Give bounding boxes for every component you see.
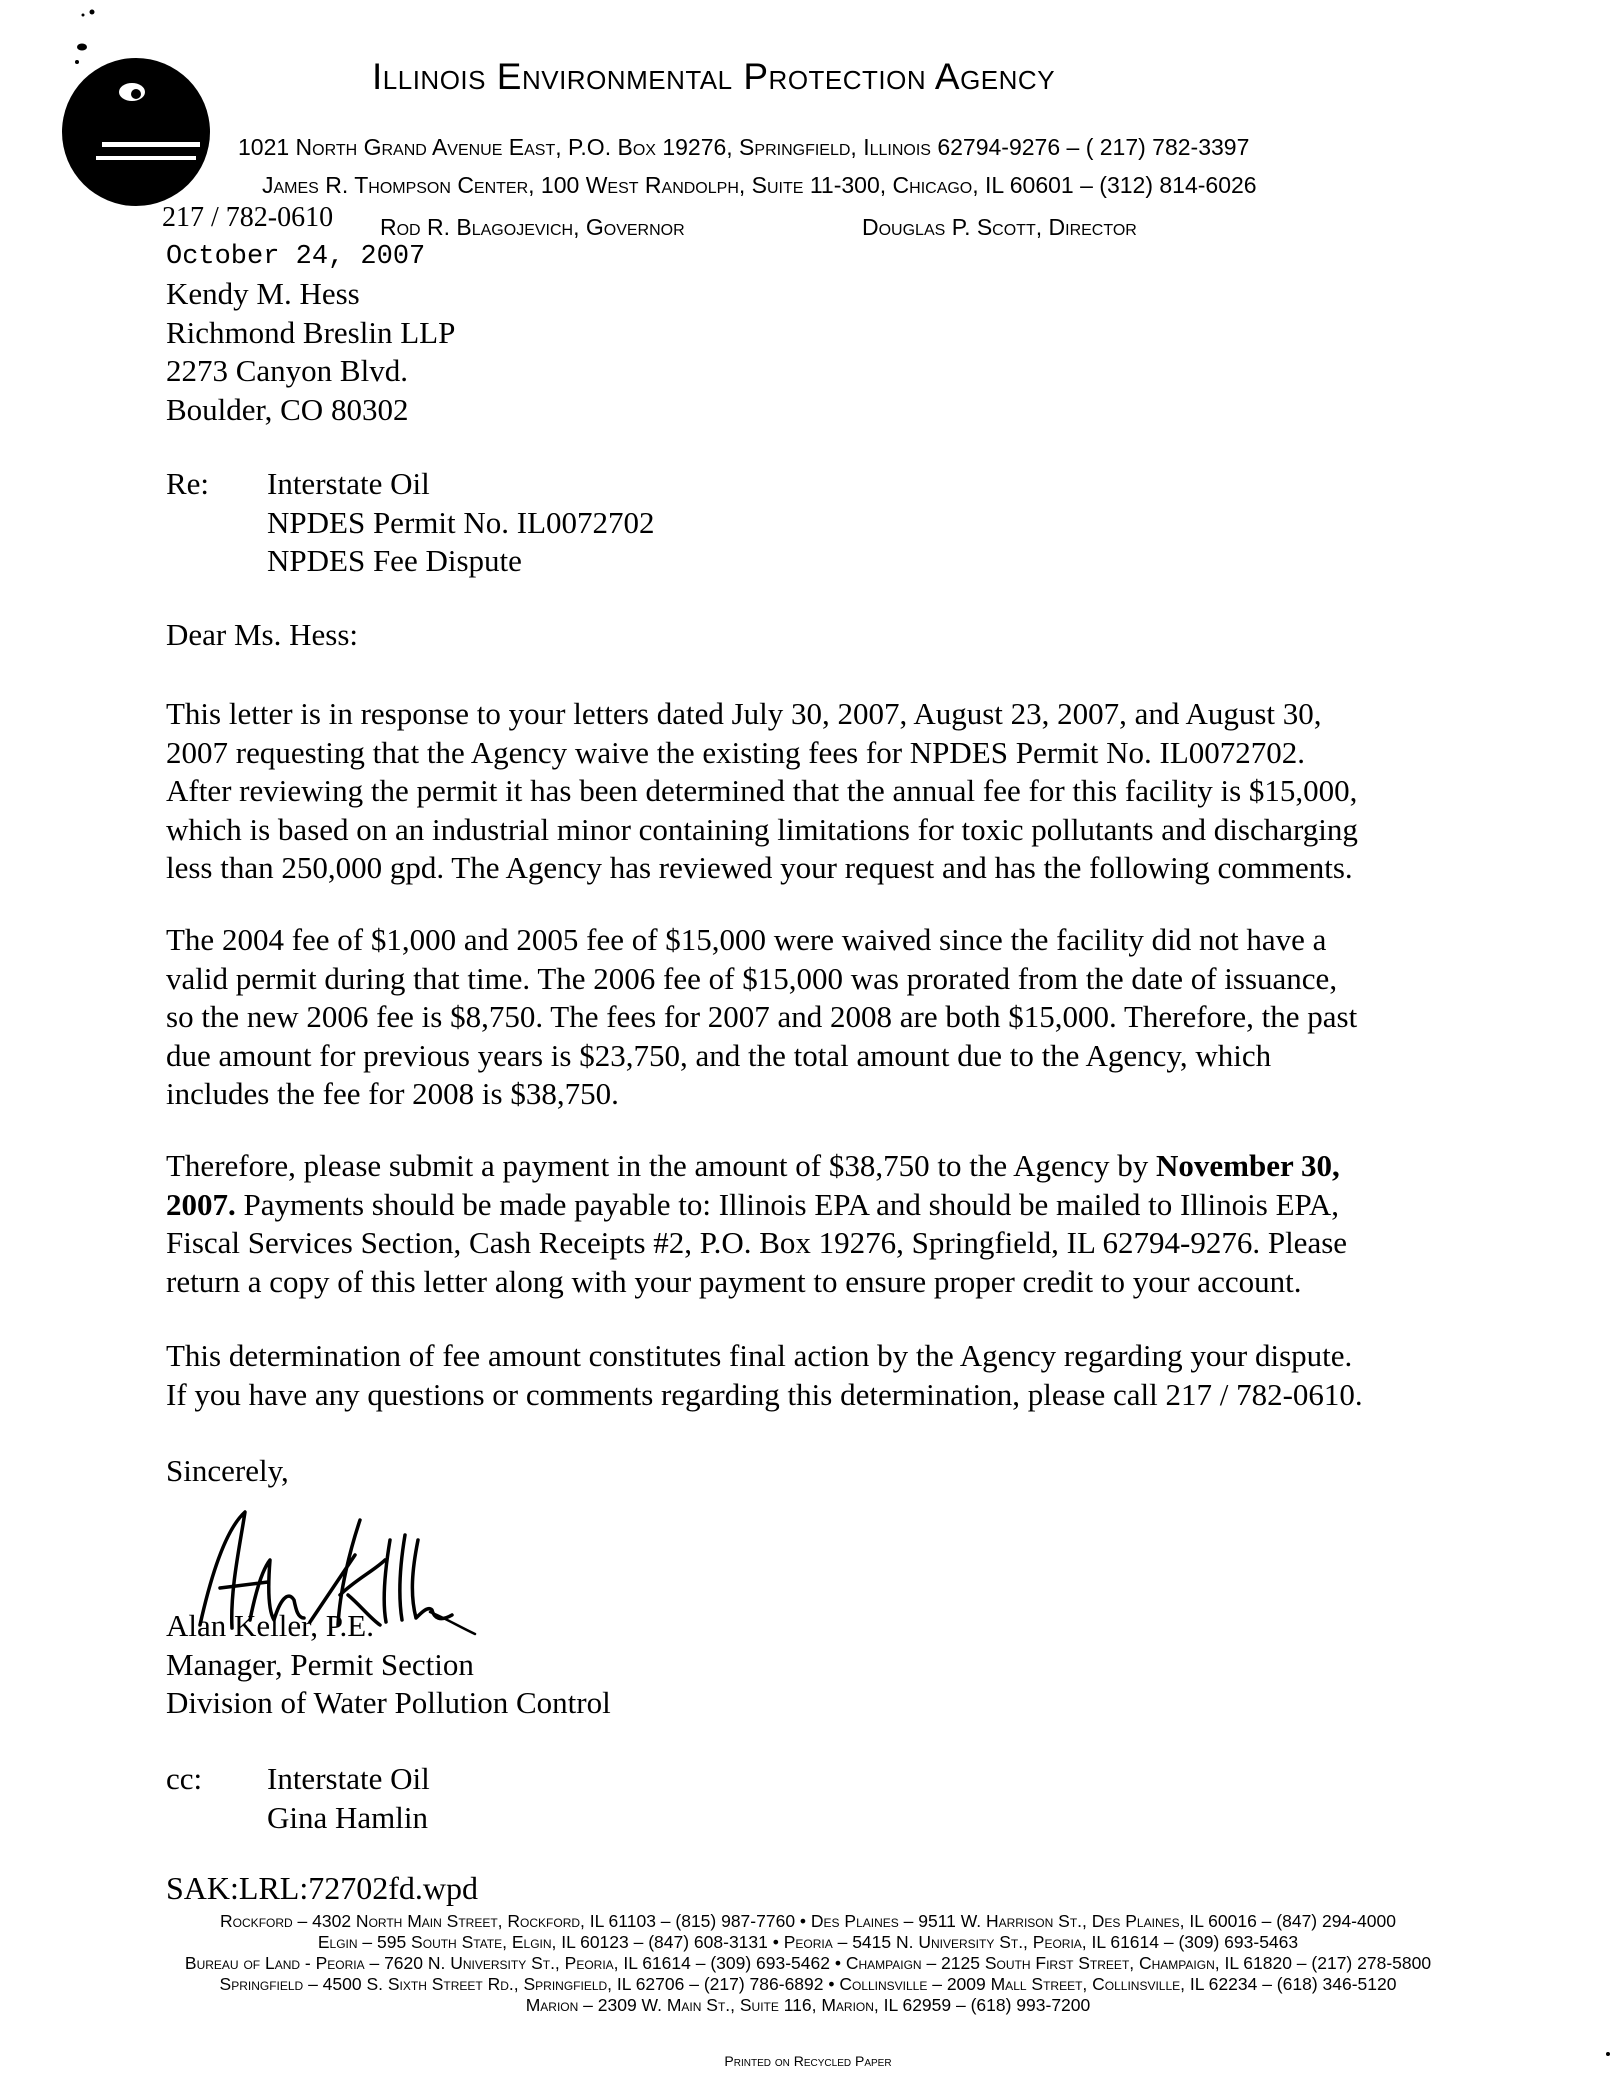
paragraph-1 xyxy=(166,695,1358,888)
footer-office-line: Bureau of Land - Peoria – 7620 N. University St., Peoria, IL 61614 – (309) 693-5462 • Champaign – 2125 South First Street, Champaign, IL 61820 – (217) 278-5800 xyxy=(184,1953,1432,1973)
signer-division: Division of Water Pollution Control xyxy=(166,1685,611,1720)
paragraph-line: so the new 2006 fee is $8,750. The fees for 2007 and 2008 are both $15,000. Therefore, the past xyxy=(166,999,1358,1034)
paragraph-line: 2007 requesting that the Agency waive the existing fees for NPDES Permit No. IL0072702. xyxy=(166,734,1306,770)
scan-speck-mark xyxy=(1604,2050,1612,2058)
paragraph-line: If you have any questions or comments regarding this determination, please call 217 / 782-0610. xyxy=(166,1376,1363,1412)
subject-line: Interstate Oil xyxy=(267,466,430,501)
springfield-address: 1021 North Grand Avenue East, P.O. Box 19276, Springfield, Illinois 62794-9276 – ( 217) 782-3397 xyxy=(238,134,1250,160)
re-label: Re: xyxy=(166,466,210,501)
payment-text: Therefore, please submit a payment in the amount of $38,750 to the Agency by xyxy=(166,1148,1157,1183)
due-year-bold: 2007. xyxy=(166,1186,236,1222)
paragraph-4 xyxy=(166,1337,1363,1414)
paragraph-line: The 2004 fee of $1,000 and 2005 fee of $15,000 were waived since the facility did not have a xyxy=(166,922,1327,957)
cc-recipient: Gina Hamlin xyxy=(267,1799,428,1835)
footer-office-line: Marion – 2309 W. Main St., Suite 116, Marion, IL 62959 – (618) 993-7200 xyxy=(525,1995,1091,2015)
paragraph-line: less than 250,000 gpd. The Agency has reviewed your request and has the following comments. xyxy=(166,850,1353,885)
salutation: Dear Ms. Hess: xyxy=(166,617,358,652)
recipient-street: 2273 Canyon Blvd. xyxy=(166,353,408,388)
signer-title: Manager, Permit Section xyxy=(166,1646,474,1682)
governor-name: Rod R. Blagojevich, Governor xyxy=(380,214,685,240)
regional-offices-footer xyxy=(0,1911,1616,2016)
paragraph-line: due amount for previous years is $23,750, and the total amount due to the Agency, which xyxy=(166,1037,1272,1073)
scan-speck-marks xyxy=(75,6,115,66)
paragraph-line: which is based on an industrial minor containing limitations for toxic pollutants and discharging xyxy=(166,811,1358,847)
paragraph-line: This letter is in response to your letters dated July 30, 2007, August 23, 2007, and August 30, xyxy=(166,696,1322,731)
subject-line: NPDES Fee Dispute xyxy=(267,543,522,578)
cc-recipient: Interstate Oil xyxy=(267,1761,430,1796)
agency-title: Illinois Environmental Protection Agency xyxy=(372,56,1056,97)
closing: Sincerely, xyxy=(166,1453,289,1488)
recipient-city: Boulder, CO 80302 xyxy=(166,391,409,427)
footer-office-line: Elgin – 595 South State, Elgin, IL 60123 – (847) 608-3131 • Peoria – 5415 N. University St., Peoria, IL 61614 – (309) 693-5463 xyxy=(317,1932,1299,1952)
paragraph-line: valid permit during that time. The 2006 fee of $15,000 was prorated from the date of issuance, xyxy=(166,960,1338,996)
cc-list xyxy=(267,1760,430,1837)
payment-text: Payments should be made payable to: Illinois EPA and should be mailed to Illinois EPA, xyxy=(235,1186,1340,1222)
paragraph-line xyxy=(166,1147,1347,1186)
phone-number: 217 / 782-0610 xyxy=(162,202,334,233)
letter-date: October 24, 2007 xyxy=(166,242,426,272)
chicago-address: James R. Thompson Center, 100 West Randolph, Suite 11-300, Chicago, IL 60601 – (312) 814-6026 xyxy=(262,172,1257,198)
signer-name: Alan Keller, P.E. xyxy=(166,1608,374,1643)
recycled-paper-note: Printed on Recycled Paper xyxy=(724,2053,892,2069)
cc-label: cc: xyxy=(166,1761,203,1796)
recipient-name: Kendy M. Hess xyxy=(166,276,360,311)
agency-logo-icon xyxy=(62,58,210,206)
due-date-bold: November 30, xyxy=(1156,1148,1340,1183)
subject-line: NPDES Permit No. IL0072702 xyxy=(267,504,655,540)
signature-block xyxy=(166,1607,611,1723)
footer-office-line: Rockford – 4302 North Main Street, Rockford, IL 61103 – (815) 987-7760 • Des Plaines – 9511 W. Harrison St., Des Plaines, IL 60016 – (847) 294-4000 xyxy=(220,1911,1396,1931)
paragraph-line: This determination of fee amount constitutes final action by the Agency regarding your dispute. xyxy=(166,1338,1353,1373)
paragraph-2 xyxy=(166,921,1357,1114)
document-reference-code: SAK:LRL:72702fd.wpd xyxy=(166,1870,478,1906)
paragraph-line: includes the fee for 2008 is $38,750. xyxy=(166,1076,619,1111)
paragraph-line: After reviewing the permit it has been determined that the annual fee for this facility is $15,000, xyxy=(166,773,1358,808)
paragraph-line: return a copy of this letter along with your payment to ensure proper credit to your account. xyxy=(166,1263,1302,1299)
footer-office-line: Springfield – 4500 S. Sixth Street Rd., Springfield, IL 62706 – (217) 786-6892 • Collinsville – 2009 Mall Street, Collinsville, IL 62234 – (618) 346-5120 xyxy=(219,1974,1397,1994)
subject-block xyxy=(267,465,655,581)
recipient-address xyxy=(166,275,455,429)
recipient-firm: Richmond Breslin LLP xyxy=(166,314,456,350)
director-name: Douglas P. Scott, Director xyxy=(862,214,1137,240)
paragraph-line: Fiscal Services Section, Cash Receipts #2, P.O. Box 19276, Springfield, IL 62794-9276. Please xyxy=(166,1225,1348,1260)
paragraph-line xyxy=(166,1186,1347,1225)
paragraph-3 xyxy=(166,1147,1347,1301)
